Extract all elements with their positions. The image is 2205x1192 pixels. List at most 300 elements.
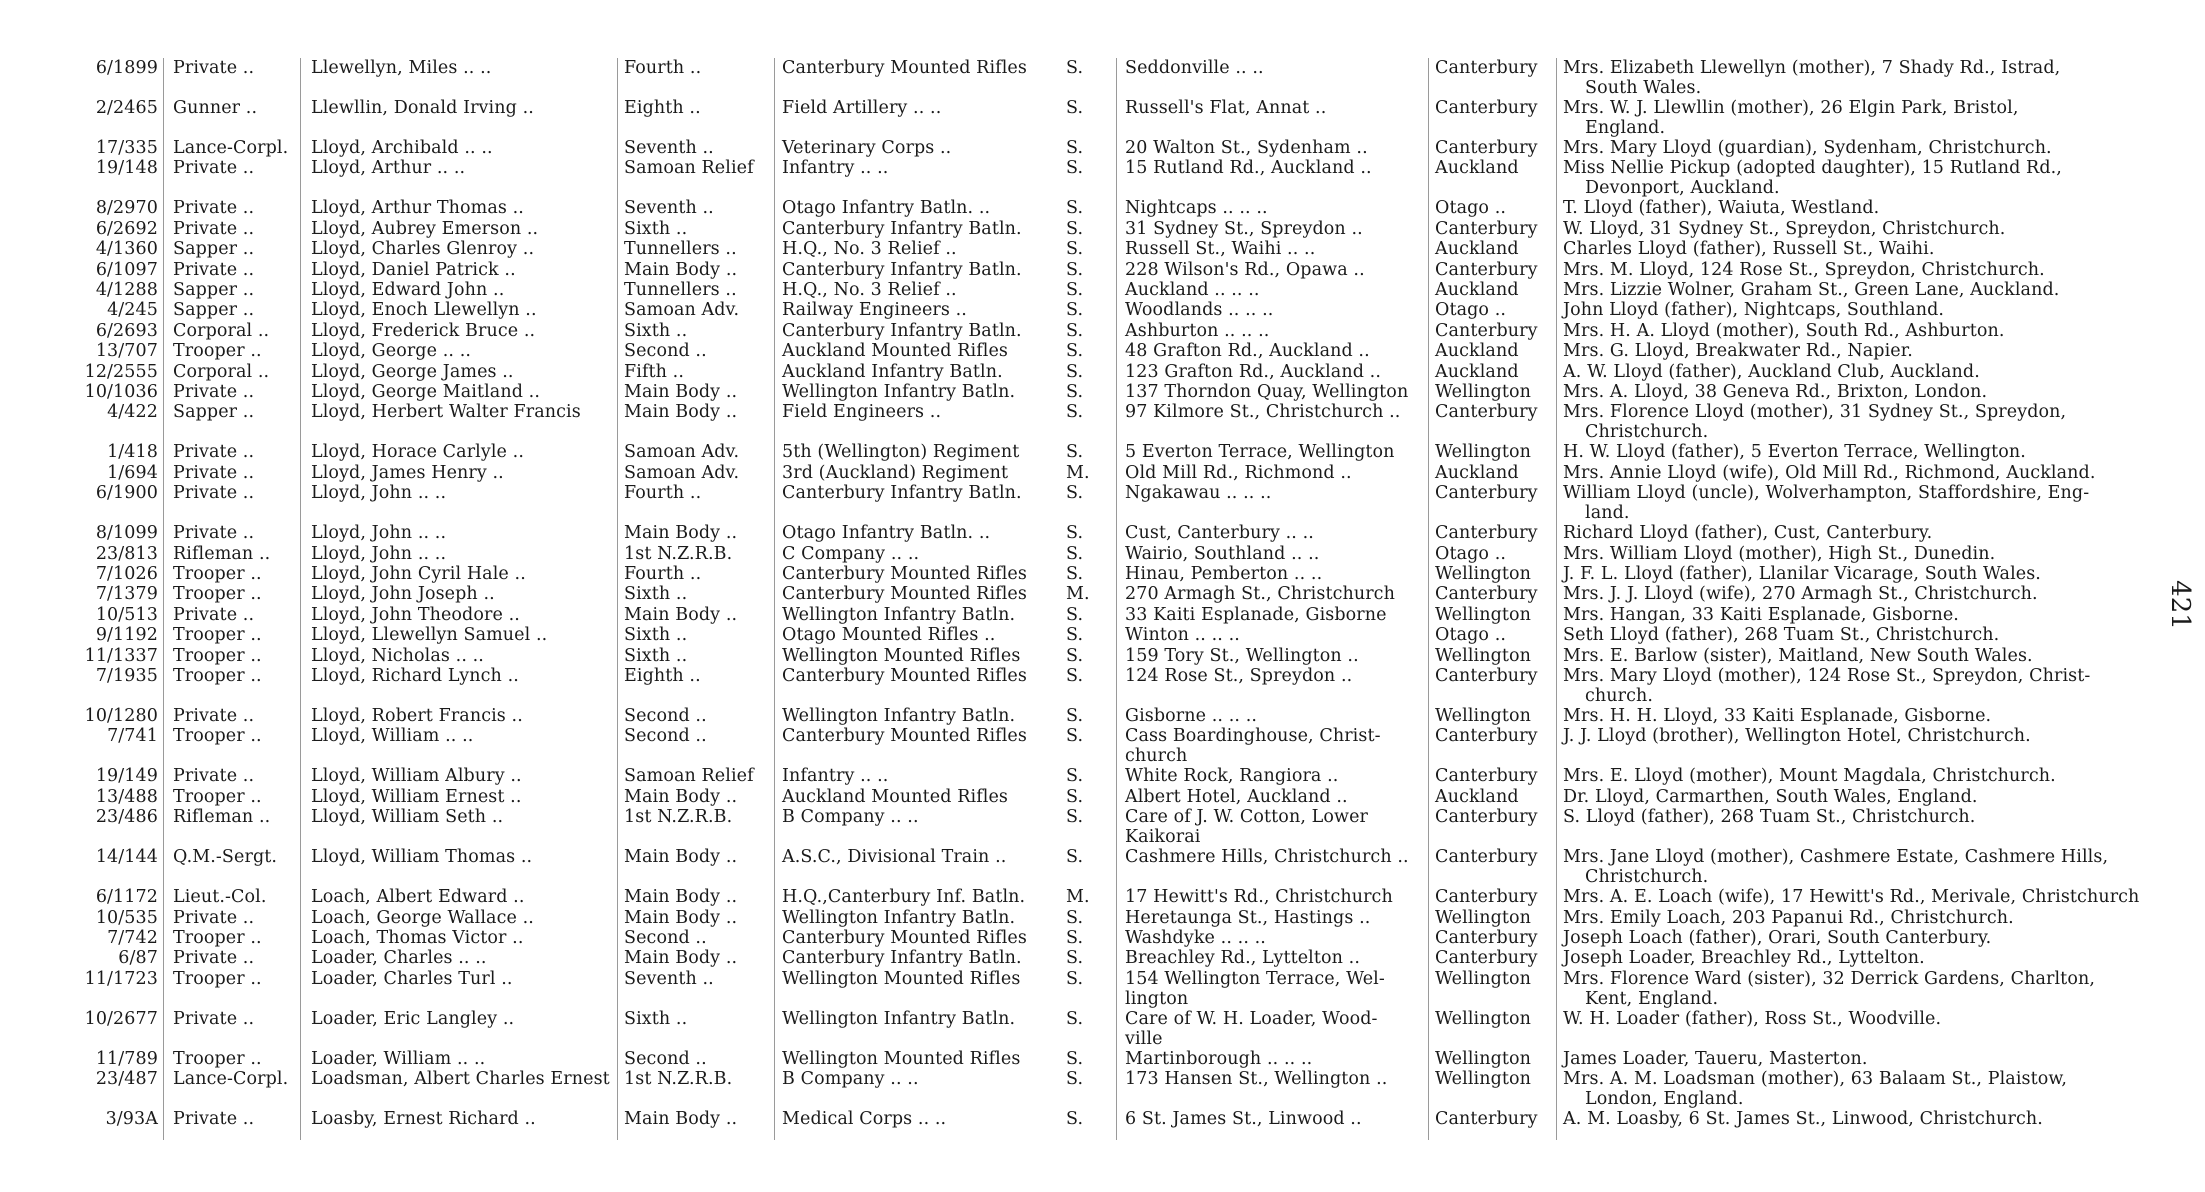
district: Canterbury [1435,584,1538,605]
next-of-kin-continued: Christchurch. [1585,867,1709,888]
next-of-kin: A. W. Lloyd (father), Auckland Club, Auckland. [1563,361,1980,382]
last-address: 17 Hewitt's Rd., Christchurch [1125,887,1393,908]
unit: H.Q., No. 3 Relief .. [782,280,957,300]
next-of-kin: Mrs. A. E. Loach (wife), 17 Hewitt's Rd., Merivale, Christchurch [1563,887,2140,908]
rank: Gunner .. [173,98,258,118]
service-number: 13/488 [95,786,158,807]
district: Canterbury [1435,948,1538,969]
district: Wellington [1435,604,1532,625]
soldier-name: Lloyd, William Thomas .. [311,847,533,868]
soldier-name: Loader, Charles .. .. [311,948,487,969]
service-number: 7/1026 [95,564,158,584]
soldier-name: Loader, William .. .. [311,1048,486,1069]
table-row [0,625,2205,645]
table-row [0,605,2205,625]
table-row [0,787,2205,807]
last-address: 123 Grafton Rd., Auckland .. [1125,361,1381,382]
service-number: 1/418 [107,442,158,463]
next-of-kin: H. W. Lloyd (father), 5 Everton Terrace, Wellington. [1563,442,2026,463]
rank: Private .. [173,442,255,463]
unit: 3rd (Auckland) Regiment [782,462,1009,483]
district: Canterbury [1435,807,1538,828]
table-row [0,280,2205,300]
rank: Trooper .. [173,666,262,686]
last-address: Breachley Rd., Lyttelton .. [1125,948,1361,969]
rank: Sapper .. [173,280,255,300]
table-row [0,766,2205,786]
marital-status: S. [1066,98,1084,118]
soldier-name: Lloyd, Aubrey Emerson .. [311,218,539,239]
soldier-name: Lloyd, George James .. [311,361,514,382]
next-of-kin: A. M. Loasby, 6 St. James St., Linwood, Christchurch. [1563,1109,2043,1130]
unit: Canterbury Infantry Batln. [782,320,1022,341]
draft-body: Seventh .. [624,138,714,158]
unit: Otago Infantry Batln. .. [782,523,991,544]
service-number: 19/149 [95,766,158,787]
draft-body: Sixth .. [624,645,688,666]
district: Otago .. [1435,300,1507,321]
soldier-name: Loach, Thomas Victor .. [311,928,524,948]
unit: B Company .. .. [782,807,919,828]
next-of-kin: Mrs. Florence Ward (sister), 32 Derrick Gardens, Charlton, [1563,968,2095,989]
draft-body: Main Body .. [624,907,738,928]
unit: Canterbury Mounted Rifles [782,928,1027,948]
draft-body: Seventh .. [624,968,714,989]
service-number: 7/741 [107,726,158,747]
rank: Private .. [173,259,255,280]
last-address: Washdyke .. .. .. [1125,928,1266,948]
service-number: 4/1288 [95,280,158,300]
draft-body: Samoan Adv. [624,442,740,463]
district: Auckland [1435,361,1519,382]
service-number: 6/1899 [95,58,158,78]
last-address: 15 Rutland Rd., Auckland .. [1125,158,1372,179]
service-number: 23/486 [95,807,158,828]
district: Canterbury [1435,218,1538,239]
last-address: 5 Everton Terrace, Wellington [1125,442,1395,463]
table-row [0,300,2205,320]
draft-body: Fourth .. [624,564,702,584]
soldier-name: Lloyd, John Theodore .. [311,604,520,625]
table-row [0,887,2205,907]
district: Canterbury [1435,726,1538,747]
service-number: 6/2692 [95,218,158,239]
district: Canterbury [1435,523,1538,544]
rank: Private .. [173,1008,255,1029]
next-of-kin: William Lloyd (uncle), Wolverhampton, Staffordshire, Eng- [1563,483,2090,504]
rank: Private .. [173,198,255,219]
next-of-kin: Mrs. Elizabeth Llewellyn (mother), 7 Shady Rd., Istrad, [1563,58,2061,78]
next-of-kin: Mrs. Emily Loach, 203 Papanui Rd., Christchurch. [1563,907,2014,928]
next-of-kin: Mrs. A. M. Loadsman (mother), 63 Balaam St., Plaistow, [1563,1069,2068,1090]
table-row [0,1008,2205,1049]
last-address: 228 Wilson's Rd., Opawa .. [1125,259,1365,280]
unit: Field Engineers .. [782,402,942,423]
soldier-name: Lloyd, Edward John .. [311,280,505,300]
district: Wellington [1435,442,1532,463]
draft-body: Sixth .. [624,218,688,239]
marital-status: S. [1066,280,1084,300]
unit: Canterbury Infantry Batln. [782,948,1022,969]
unit: Infantry .. .. [782,766,889,787]
table-row [0,138,2205,158]
district: Canterbury [1435,666,1538,686]
rank: Trooper .. [173,645,262,666]
next-of-kin: Mrs. J. J. Lloyd (wife), 270 Armagh St., Christchurch. [1563,584,2038,605]
table-row [0,584,2205,604]
rank: Sapper .. [173,402,255,423]
last-address: 48 Grafton Rd., Auckland .. [1125,341,1370,362]
next-of-kin-continued: South Wales. [1585,78,1702,98]
last-address: 33 Kaiti Esplanade, Gisborne [1125,604,1387,625]
marital-status: S. [1066,928,1084,948]
soldier-name: Lloyd, Horace Carlyle .. [311,442,524,463]
next-of-kin: J. F. L. Lloyd (father), Llanilar Vicarage, South Wales. [1563,564,2041,584]
marital-status: S. [1066,564,1084,584]
next-of-kin: John Lloyd (father), Nightcaps, Southland. [1563,300,1945,321]
marital-status: S. [1066,706,1084,726]
next-of-kin-continued: Christchurch. [1585,422,1709,443]
service-number: 4/422 [107,402,158,423]
district: Canterbury [1435,887,1538,908]
soldier-name: Lloyd, George Maitland .. [311,382,541,402]
last-address: Wairio, Southland .. .. [1125,543,1320,564]
service-number: 6/87 [118,948,158,969]
next-of-kin: Mrs. Mary Lloyd (mother), 124 Rose St., Spreydon, Christ- [1563,666,2091,686]
next-of-kin: T. Lloyd (father), Waiuta, Westland. [1563,198,1880,219]
rank: Private .. [173,382,255,402]
next-of-kin: W. H. Loader (father), Ross St., Woodville. [1563,1008,1942,1029]
soldier-name: Lloyd, John Cyril Hale .. [311,564,526,584]
next-of-kin-continued: England. [1585,118,1666,138]
service-number: 4/245 [107,300,158,321]
last-address: 6 St. James St., Linwood .. [1125,1109,1362,1130]
table-row [0,666,2205,706]
marital-status: S. [1066,341,1084,362]
marital-status: S. [1066,543,1084,564]
service-number: 11/789 [95,1048,158,1069]
soldier-name: Loader, Eric Langley .. [311,1008,515,1029]
service-number: 6/1097 [95,259,158,280]
last-address: Ashburton .. .. .. [1125,320,1270,341]
unit: Wellington Infantry Batln. [782,1008,1016,1029]
soldier-name: Lloyd, William .. .. [311,726,474,747]
unit: Wellington Mounted Rifles [782,968,1021,989]
unit: Canterbury Infantry Batln. [782,218,1022,239]
marital-status: S. [1066,1008,1084,1029]
service-number: 6/1172 [95,887,158,908]
draft-body: Fourth .. [624,58,702,78]
draft-body: Tunnellers .. [624,239,737,260]
table-row [0,442,2205,462]
service-number: 11/1723 [84,968,158,989]
last-address: Martinborough .. .. .. [1125,1048,1313,1069]
draft-body: Samoan Adv. [624,462,740,483]
last-address: 124 Rose St., Spreydon .. [1125,666,1353,686]
rank: Private .. [173,218,255,239]
next-of-kin: Mrs. E. Barlow (sister), Maitland, New South Wales. [1563,645,2033,666]
next-of-kin: Dr. Lloyd, Carmarthen, South Wales, England. [1563,786,1978,807]
unit: H.Q., No. 3 Relief .. [782,239,957,260]
marital-status: S. [1066,218,1084,239]
last-address: 159 Tory St., Wellington .. [1125,645,1359,666]
district: Canterbury [1435,402,1538,423]
district: Canterbury [1435,138,1538,158]
soldier-name: Lloyd, Charles Glenroy .. [311,239,535,260]
draft-body: Main Body .. [624,948,738,969]
draft-body: Eighth .. [624,98,701,118]
next-of-kin: Mrs. G. Lloyd, Breakwater Rd., Napier. [1563,341,1913,362]
draft-body: Sixth .. [624,625,688,646]
table-row [0,646,2205,666]
last-address: Heretaunga St., Hastings .. [1125,907,1371,928]
draft-body: Samoan Relief [624,766,754,787]
rank: Q.M.-Sergt. [173,847,278,868]
district: Wellington [1435,564,1532,584]
last-address: 173 Hansen St., Wellington .. [1125,1069,1388,1090]
draft-body: Main Body .. [624,1109,738,1130]
marital-status: S. [1066,158,1084,179]
table-row [0,58,2205,98]
next-of-kin: Joseph Loader, Breachley Rd., Lyttelton. [1563,948,1925,969]
soldier-name: Loach, Albert Edward .. [311,887,525,908]
next-of-kin: Mrs. Annie Lloyd (wife), Old Mill Rd., Richmond, Auckland. [1563,462,2096,483]
unit: Auckland Mounted Rifles [782,341,1009,362]
soldier-name: Loader, Charles Turl .. [311,968,513,989]
marital-status: S. [1066,523,1084,544]
service-number: 7/1379 [95,584,158,605]
draft-body: Second .. [624,706,707,726]
marital-status: S. [1066,766,1084,787]
table-row [0,706,2205,726]
unit: Infantry .. .. [782,158,889,179]
draft-body: Second .. [624,928,707,948]
service-number: 10/1036 [84,382,158,402]
soldier-name: Lloyd, Robert Francis .. [311,706,523,726]
marital-status: S. [1066,948,1084,969]
unit: A.S.C., Divisional Train .. [782,847,1007,868]
district: Wellington [1435,382,1532,402]
rank: Private .. [173,58,255,78]
unit: Veterinary Corps .. [782,138,952,158]
soldier-name: Lloyd, Archibald .. .. [311,138,493,158]
table-row [0,564,2205,584]
draft-body: Second .. [624,341,707,362]
unit: Railway Engineers .. [782,300,967,321]
table-row [0,726,2205,767]
marital-status: S. [1066,726,1084,747]
district: Auckland [1435,786,1519,807]
district: Canterbury [1435,928,1538,948]
soldier-name: Lloyd, John Joseph .. [311,584,495,605]
last-address: Hinau, Pemberton .. .. [1125,564,1323,584]
unit: Wellington Infantry Batln. [782,907,1016,928]
next-of-kin-continued: land. [1585,503,1630,524]
district: Auckland [1435,280,1519,300]
service-number: 9/1192 [95,625,158,646]
draft-body: Sixth .. [624,320,688,341]
last-address: Care of J. W. Cotton, Lower [1125,807,1369,828]
service-number: 3/93A [105,1109,158,1130]
rank: Private .. [173,948,255,969]
soldier-name: Lloyd, John .. .. [311,483,447,504]
district: Canterbury [1435,1109,1538,1130]
rank: Private .. [173,483,255,504]
draft-body: Eighth .. [624,666,701,686]
last-address: Woodlands .. .. .. [1125,300,1274,321]
marital-status: M. [1066,584,1090,605]
table-row [0,847,2205,888]
rank: Trooper .. [173,584,262,605]
district: Wellington [1435,1048,1532,1069]
marital-status: S. [1066,320,1084,341]
district: Auckland [1435,158,1519,179]
marital-status: M. [1066,887,1090,908]
marital-status: S. [1066,1048,1084,1069]
last-address: White Rock, Rangiora .. [1125,766,1339,787]
next-of-kin: Mrs. Mary Lloyd (guardian), Sydenham, Christchurch. [1563,138,2052,158]
rank: Private .. [173,907,255,928]
marital-status: S. [1066,625,1084,646]
draft-body: 1st N.Z.R.B. [624,1069,733,1090]
soldier-name: Lloyd, Llewellyn Samuel .. [311,625,548,646]
rank: Rifleman .. [173,543,271,564]
table-row [0,807,2205,848]
draft-body: Tunnellers .. [624,280,737,300]
next-of-kin: Charles Lloyd (father), Russell St., Waihi. [1563,239,1935,260]
rank: Lance-Corpl. [173,138,289,158]
marital-status: S. [1066,907,1084,928]
unit: C Company .. .. [782,543,920,564]
next-of-kin: James Loader, Taueru, Masterton. [1563,1048,1868,1069]
district: Canterbury [1435,483,1538,504]
table-row [0,928,2205,948]
last-address-continued: lington [1125,988,1189,1009]
table-row [0,463,2205,483]
service-number: 8/2970 [95,198,158,219]
unit: Canterbury Mounted Rifles [782,726,1027,747]
soldier-name: Lloyd, Nicholas .. .. [311,645,484,666]
marital-status: S. [1066,807,1084,828]
rank: Trooper .. [173,726,262,747]
marital-status: S. [1066,239,1084,260]
soldier-name: Lloyd, Richard Lynch .. [311,666,519,686]
next-of-kin: Mrs. Lizzie Wolner, Graham St., Green Lane, Auckland. [1563,280,2060,300]
service-number: 1/694 [107,462,158,483]
next-of-kin: Mrs. William Lloyd (mother), High St., Dunedin. [1563,543,1996,564]
last-address: Cust, Canterbury .. .. [1125,523,1314,544]
rank: Corporal .. [173,320,270,341]
last-address: Seddonville .. .. [1125,58,1264,78]
last-address: 20 Walton St., Sydenham .. [1125,138,1368,158]
district: Otago .. [1435,625,1507,646]
page-number: 421 [2165,580,2195,630]
district: Otago .. [1435,198,1507,219]
rank: Private .. [173,158,255,179]
rank: Corporal .. [173,361,270,382]
district: Canterbury [1435,320,1538,341]
draft-body: Main Body .. [624,259,738,280]
rank: Trooper .. [173,928,262,948]
soldier-name: Lloyd, Enoch Llewellyn .. [311,300,537,321]
draft-body: Second .. [624,726,707,747]
next-of-kin: Mrs. Jane Lloyd (mother), Cashmere Estate, Cashmere Hills, [1563,847,2109,868]
marital-status: S. [1066,138,1084,158]
service-number: 10/535 [95,907,158,928]
next-of-kin: Mrs. Florence Lloyd (mother), 31 Sydney St., Spreydon, [1563,402,2067,423]
service-number: 6/1900 [95,483,158,504]
draft-body: 1st N.Z.R.B. [624,543,733,564]
next-of-kin: Mrs. H. H. Lloyd, 33 Kaiti Esplanade, Gisborne. [1563,706,1992,726]
soldier-name: Loach, George Wallace .. [311,907,534,928]
district: Wellington [1435,1069,1532,1090]
district: Canterbury [1435,847,1538,868]
service-number: 10/513 [95,604,158,625]
table-row [0,483,2205,524]
draft-body: Sixth .. [624,1008,688,1029]
marital-status: S. [1066,442,1084,463]
unit: Canterbury Mounted Rifles [782,584,1027,605]
draft-body: Fourth .. [624,483,702,504]
next-of-kin: Richard Lloyd (father), Cust, Canterbury. [1563,523,1933,544]
service-number: 2/2465 [95,98,158,118]
district: Canterbury [1435,766,1538,787]
draft-body: Main Body .. [624,523,738,544]
rank: Trooper .. [173,625,262,646]
table-row [0,523,2205,543]
service-number: 10/2677 [84,1008,158,1029]
rank: Private .. [173,1109,255,1130]
soldier-name: Lloyd, Daniel Patrick .. [311,259,516,280]
district: Wellington [1435,1008,1532,1029]
last-address: 97 Kilmore St., Christchurch .. [1125,402,1401,423]
marital-status: S. [1066,300,1084,321]
table-row [0,158,2205,199]
service-number: 13/707 [95,341,158,362]
last-address: 270 Armagh St., Christchurch [1125,584,1395,605]
service-number: 23/487 [95,1069,158,1090]
rank: Trooper .. [173,564,262,584]
table-row [0,1069,2205,1110]
service-number: 11/1337 [84,645,158,666]
soldier-name: Lloyd, William Albury .. [311,766,522,787]
last-address: Gisborne .. .. .. [1125,706,1258,726]
unit: 5th (Wellington) Regiment [782,442,1020,463]
next-of-kin: Seth Lloyd (father), 268 Tuam St., Christchurch. [1563,625,2000,646]
marital-status: S. [1066,402,1084,423]
next-of-kin-continued: church. [1585,686,1654,706]
table-row [0,402,2205,443]
unit: B Company .. .. [782,1069,919,1090]
table-row [0,382,2205,402]
last-address: Cashmere Hills, Christchurch .. [1125,847,1409,868]
unit: H.Q.,Canterbury Inf. Batln. [782,887,1026,908]
draft-body: Main Body .. [624,402,738,423]
last-address: Old Mill Rd., Richmond .. [1125,462,1352,483]
marital-status: S. [1066,666,1084,686]
service-number: 17/335 [95,138,158,158]
soldier-name: Lloyd, James Henry .. [311,462,504,483]
service-number: 14/144 [95,847,158,868]
rank: Trooper .. [173,968,262,989]
rank: Trooper .. [173,1048,262,1069]
soldier-name: Llewllin, Donald Irving .. [311,98,534,118]
rank: Private .. [173,523,255,544]
next-of-kin: Mrs. E. Lloyd (mother), Mount Magdala, Christchurch. [1563,766,2056,787]
district: Canterbury [1435,98,1538,118]
service-number: 8/1099 [95,523,158,544]
marital-status: S. [1066,968,1084,989]
